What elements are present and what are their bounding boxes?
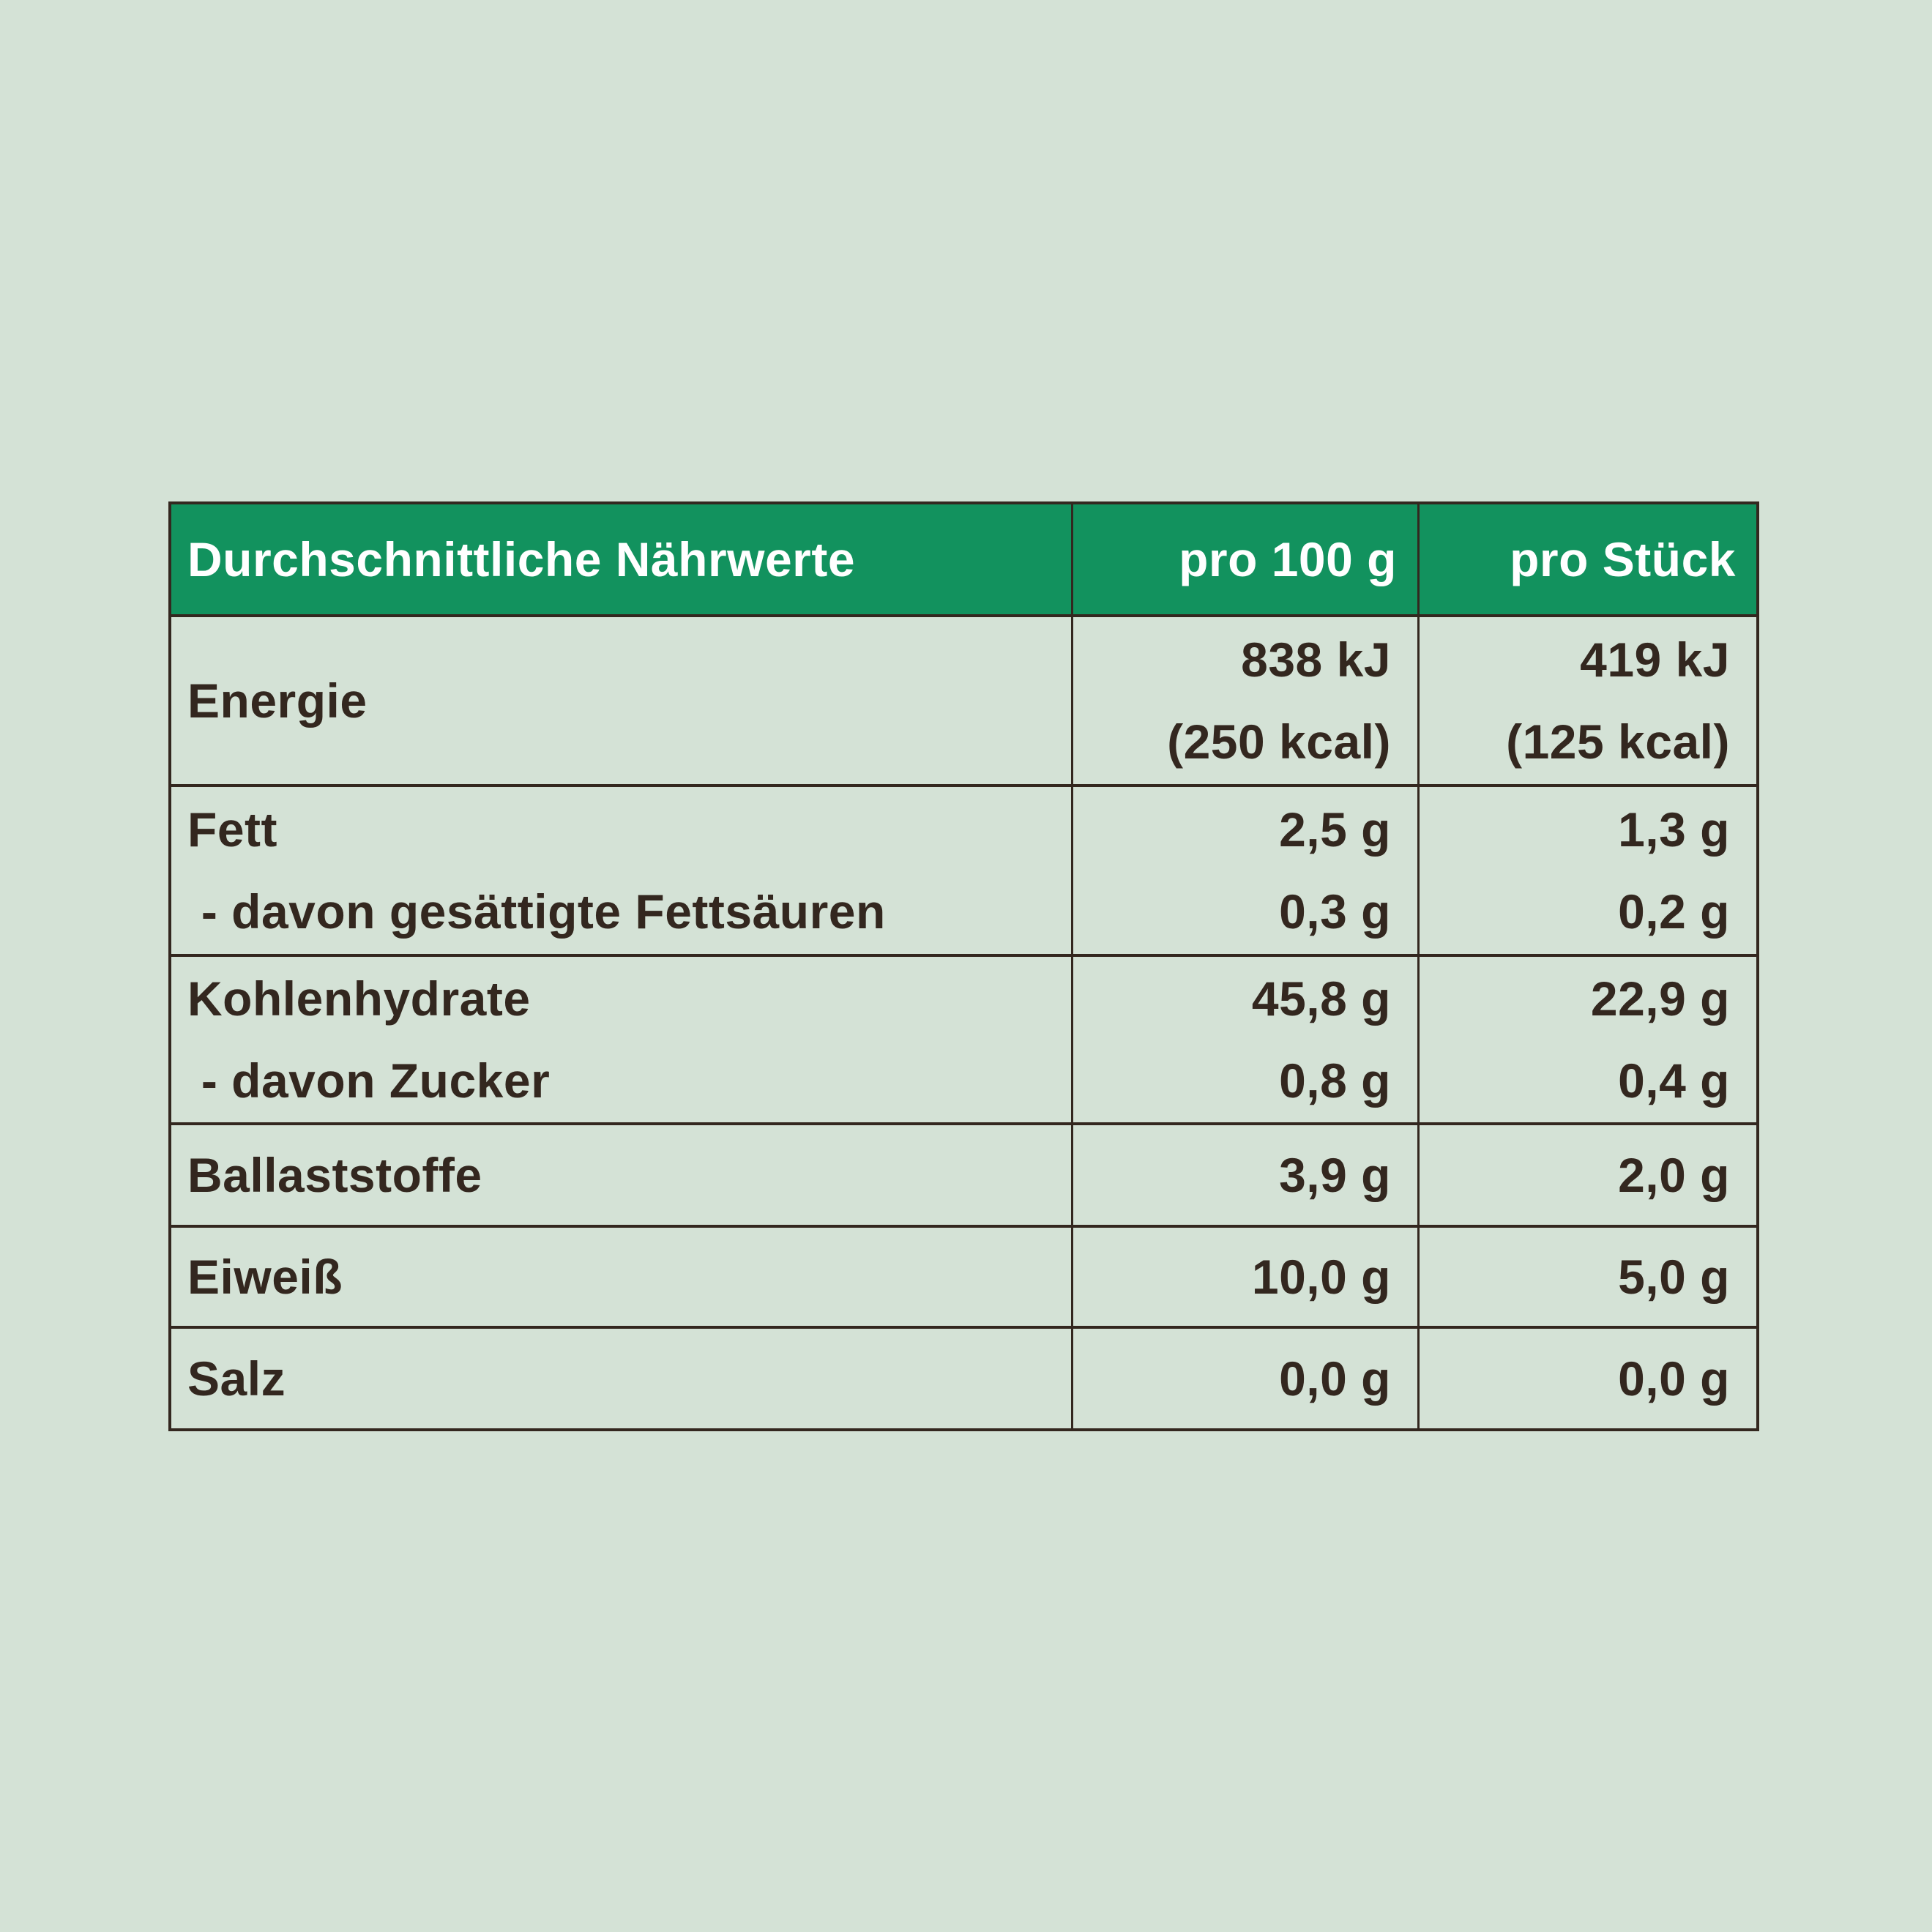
per-100g-cell: [1071, 1125, 1417, 1225]
per-piece-cell: [1417, 787, 1756, 954]
per-100g-cell: [1071, 787, 1417, 954]
table-row-eiweiss: [171, 1225, 1756, 1326]
value-per-100g-kcal: (250 kcal): [1167, 715, 1391, 769]
per-piece-cell: [1417, 1125, 1756, 1225]
value-per-100g-sub: 0,8 g: [1279, 1053, 1391, 1108]
value-per-piece: 22,9 g: [1590, 971, 1730, 1026]
table-row-ballaststoffe: [171, 1122, 1756, 1225]
row-label: Fett: [187, 802, 277, 857]
per-piece-cell: [1417, 1228, 1756, 1326]
nutrition-table: [168, 501, 1759, 1431]
value-per-100g-sub: 0,3 g: [1279, 884, 1391, 939]
value-per-piece: 5,0 g: [1618, 1250, 1730, 1304]
row-label: Kohlenhydrate: [187, 971, 531, 1026]
value-per-100g: 3,9 g: [1279, 1148, 1391, 1202]
header-col-per-100g: [1071, 504, 1417, 614]
header-col-per-100g-label: pro 100 g: [1179, 532, 1397, 586]
row-label-cell: [171, 1329, 1071, 1428]
value-per-piece: 0,0 g: [1618, 1351, 1730, 1406]
header-col-nutrients-label: Durchschnittliche Nährwerte: [187, 532, 856, 586]
row-label-cell: [171, 617, 1071, 784]
row-label: Salz: [187, 1351, 286, 1406]
per-100g-cell: [1071, 1228, 1417, 1326]
row-sublabel: - davon gesättigte Fettsäuren: [187, 884, 886, 939]
value-per-piece: 419 kJ: [1580, 633, 1730, 687]
per-piece-cell: [1417, 957, 1756, 1122]
per-piece-cell: [1417, 617, 1756, 784]
header-col-nutrients: [171, 504, 1071, 614]
header-col-per-piece: [1417, 504, 1756, 614]
per-100g-cell: [1071, 1329, 1417, 1428]
per-100g-cell: [1071, 957, 1417, 1122]
value-per-100g: 45,8 g: [1251, 971, 1391, 1026]
value-per-100g: 0,0 g: [1279, 1351, 1391, 1406]
table-row-kohlenhydrate: [171, 954, 1756, 1122]
table-row-fett: [171, 784, 1756, 954]
value-per-100g: 838 kJ: [1241, 633, 1391, 687]
table-row-salz: [171, 1326, 1756, 1428]
per-100g-cell: [1071, 617, 1417, 784]
value-per-piece: 2,0 g: [1618, 1148, 1730, 1202]
row-label-cell: [171, 957, 1071, 1122]
value-per-100g: 2,5 g: [1279, 802, 1391, 857]
row-sublabel: - davon Zucker: [187, 1053, 551, 1108]
row-label-cell: [171, 1228, 1071, 1326]
value-per-100g: 10,0 g: [1251, 1250, 1391, 1304]
table-row-energie: [171, 614, 1756, 784]
row-label-cell: [171, 1125, 1071, 1225]
row-label: Eiweiß: [187, 1250, 343, 1304]
row-label: Ballaststoffe: [187, 1148, 482, 1202]
value-per-piece-sub: 0,2 g: [1618, 884, 1730, 939]
value-per-piece: 1,3 g: [1618, 802, 1730, 857]
row-label: Energie: [187, 674, 368, 728]
row-label-cell: [171, 787, 1071, 954]
table-header-row: [171, 504, 1756, 614]
value-per-piece-sub: 0,4 g: [1618, 1053, 1730, 1108]
value-per-piece-kcal: (125 kcal): [1506, 715, 1730, 769]
per-piece-cell: [1417, 1329, 1756, 1428]
header-col-per-piece-label: pro Stück: [1510, 532, 1736, 586]
